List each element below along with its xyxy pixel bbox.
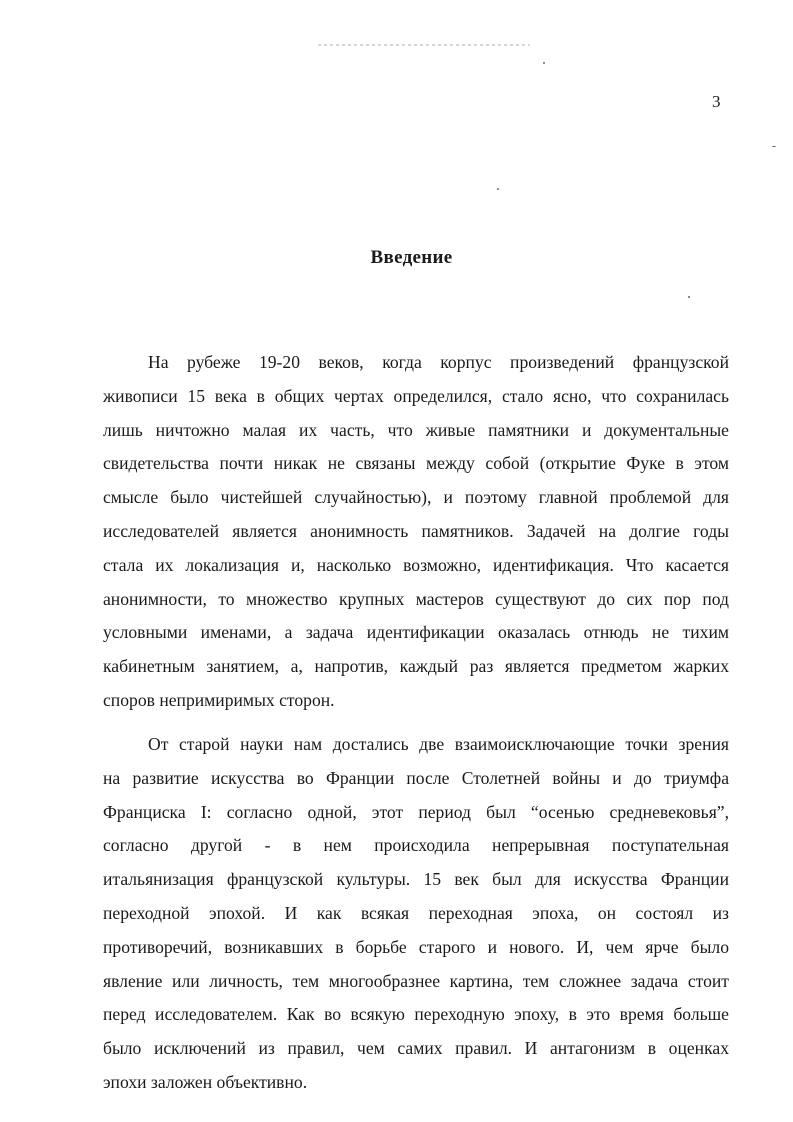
text-line: противоречий, возникавших в борьбе старого и нового. И, чем ярче было: [103, 936, 729, 957]
text-line: споров непримиримых сторон.: [103, 689, 335, 710]
scan-speck: [688, 296, 690, 298]
text-line: было исключений из правил, чем самих правил. И антагонизм в оценках: [103, 1038, 729, 1059]
text-line: живописи 15 века в общих чертах определился, стало ясно, что сохранилась: [103, 385, 729, 406]
scan-speck: [772, 146, 776, 147]
text-line: смысле было чистейшей случайностью), и поэтому главной проблемой для: [103, 487, 729, 508]
text-line: переходной эпохой. И как всякая переходная эпоха, он состоял из: [103, 902, 729, 923]
text-line: эпохи заложен объективно.: [103, 1071, 308, 1092]
text-line: согласно другой - в нем происходила непрерывная поступательная: [103, 835, 729, 856]
text-line: итальянизация французской культуры. 15 век был для искусства Франции: [103, 869, 729, 890]
text-line: на развитие искусства во Франции после Столетней войны и до триумфа: [103, 767, 729, 788]
text-line: исследователей является анонимность памятников. Задачей на долгие годы: [103, 520, 729, 541]
text-line: стала их локализация и, насколько возможно, идентификация. Что касается: [103, 554, 729, 575]
page-title: Введение: [370, 247, 453, 268]
text-line: условными именами, а задача идентификации оказалась отнюдь не тихим: [103, 622, 729, 643]
paragraph-2: [103, 728, 729, 1100]
text-line: свидетельства почти никак не связаны между собой (открытие Фуке в этом: [103, 453, 729, 474]
text-line: Франциска I: согласно одной, этот период был “осенью средневековья”,: [103, 801, 729, 822]
text-line: От старой науки нам достались две взаимоисключающие точки зрения: [148, 734, 729, 754]
text-line: лишь ничтожно малая их часть, что живые памятники и документальные: [103, 419, 729, 440]
text-line: явление или личность, тем многообразнее картина, тем сложнее задача стоит: [103, 970, 729, 991]
text-line: кабинетным занятием, а, напротив, каждый раз является предметом жарких: [103, 656, 729, 677]
scan-speck: [497, 188, 499, 190]
text-line: анонимности, то множество крупных мастеров существуют до сих пор под: [103, 588, 729, 609]
scan-speck: [543, 62, 545, 64]
page-number: 3: [712, 92, 721, 111]
text-line: На рубеже 19-20 веков, когда корпус произведений французской: [148, 352, 729, 372]
paragraph-1: [103, 346, 729, 718]
text-line: перед исследователем. Как во всякую переходную эпоху, в это время больше: [103, 1004, 729, 1025]
scan-artifact: [318, 44, 530, 46]
